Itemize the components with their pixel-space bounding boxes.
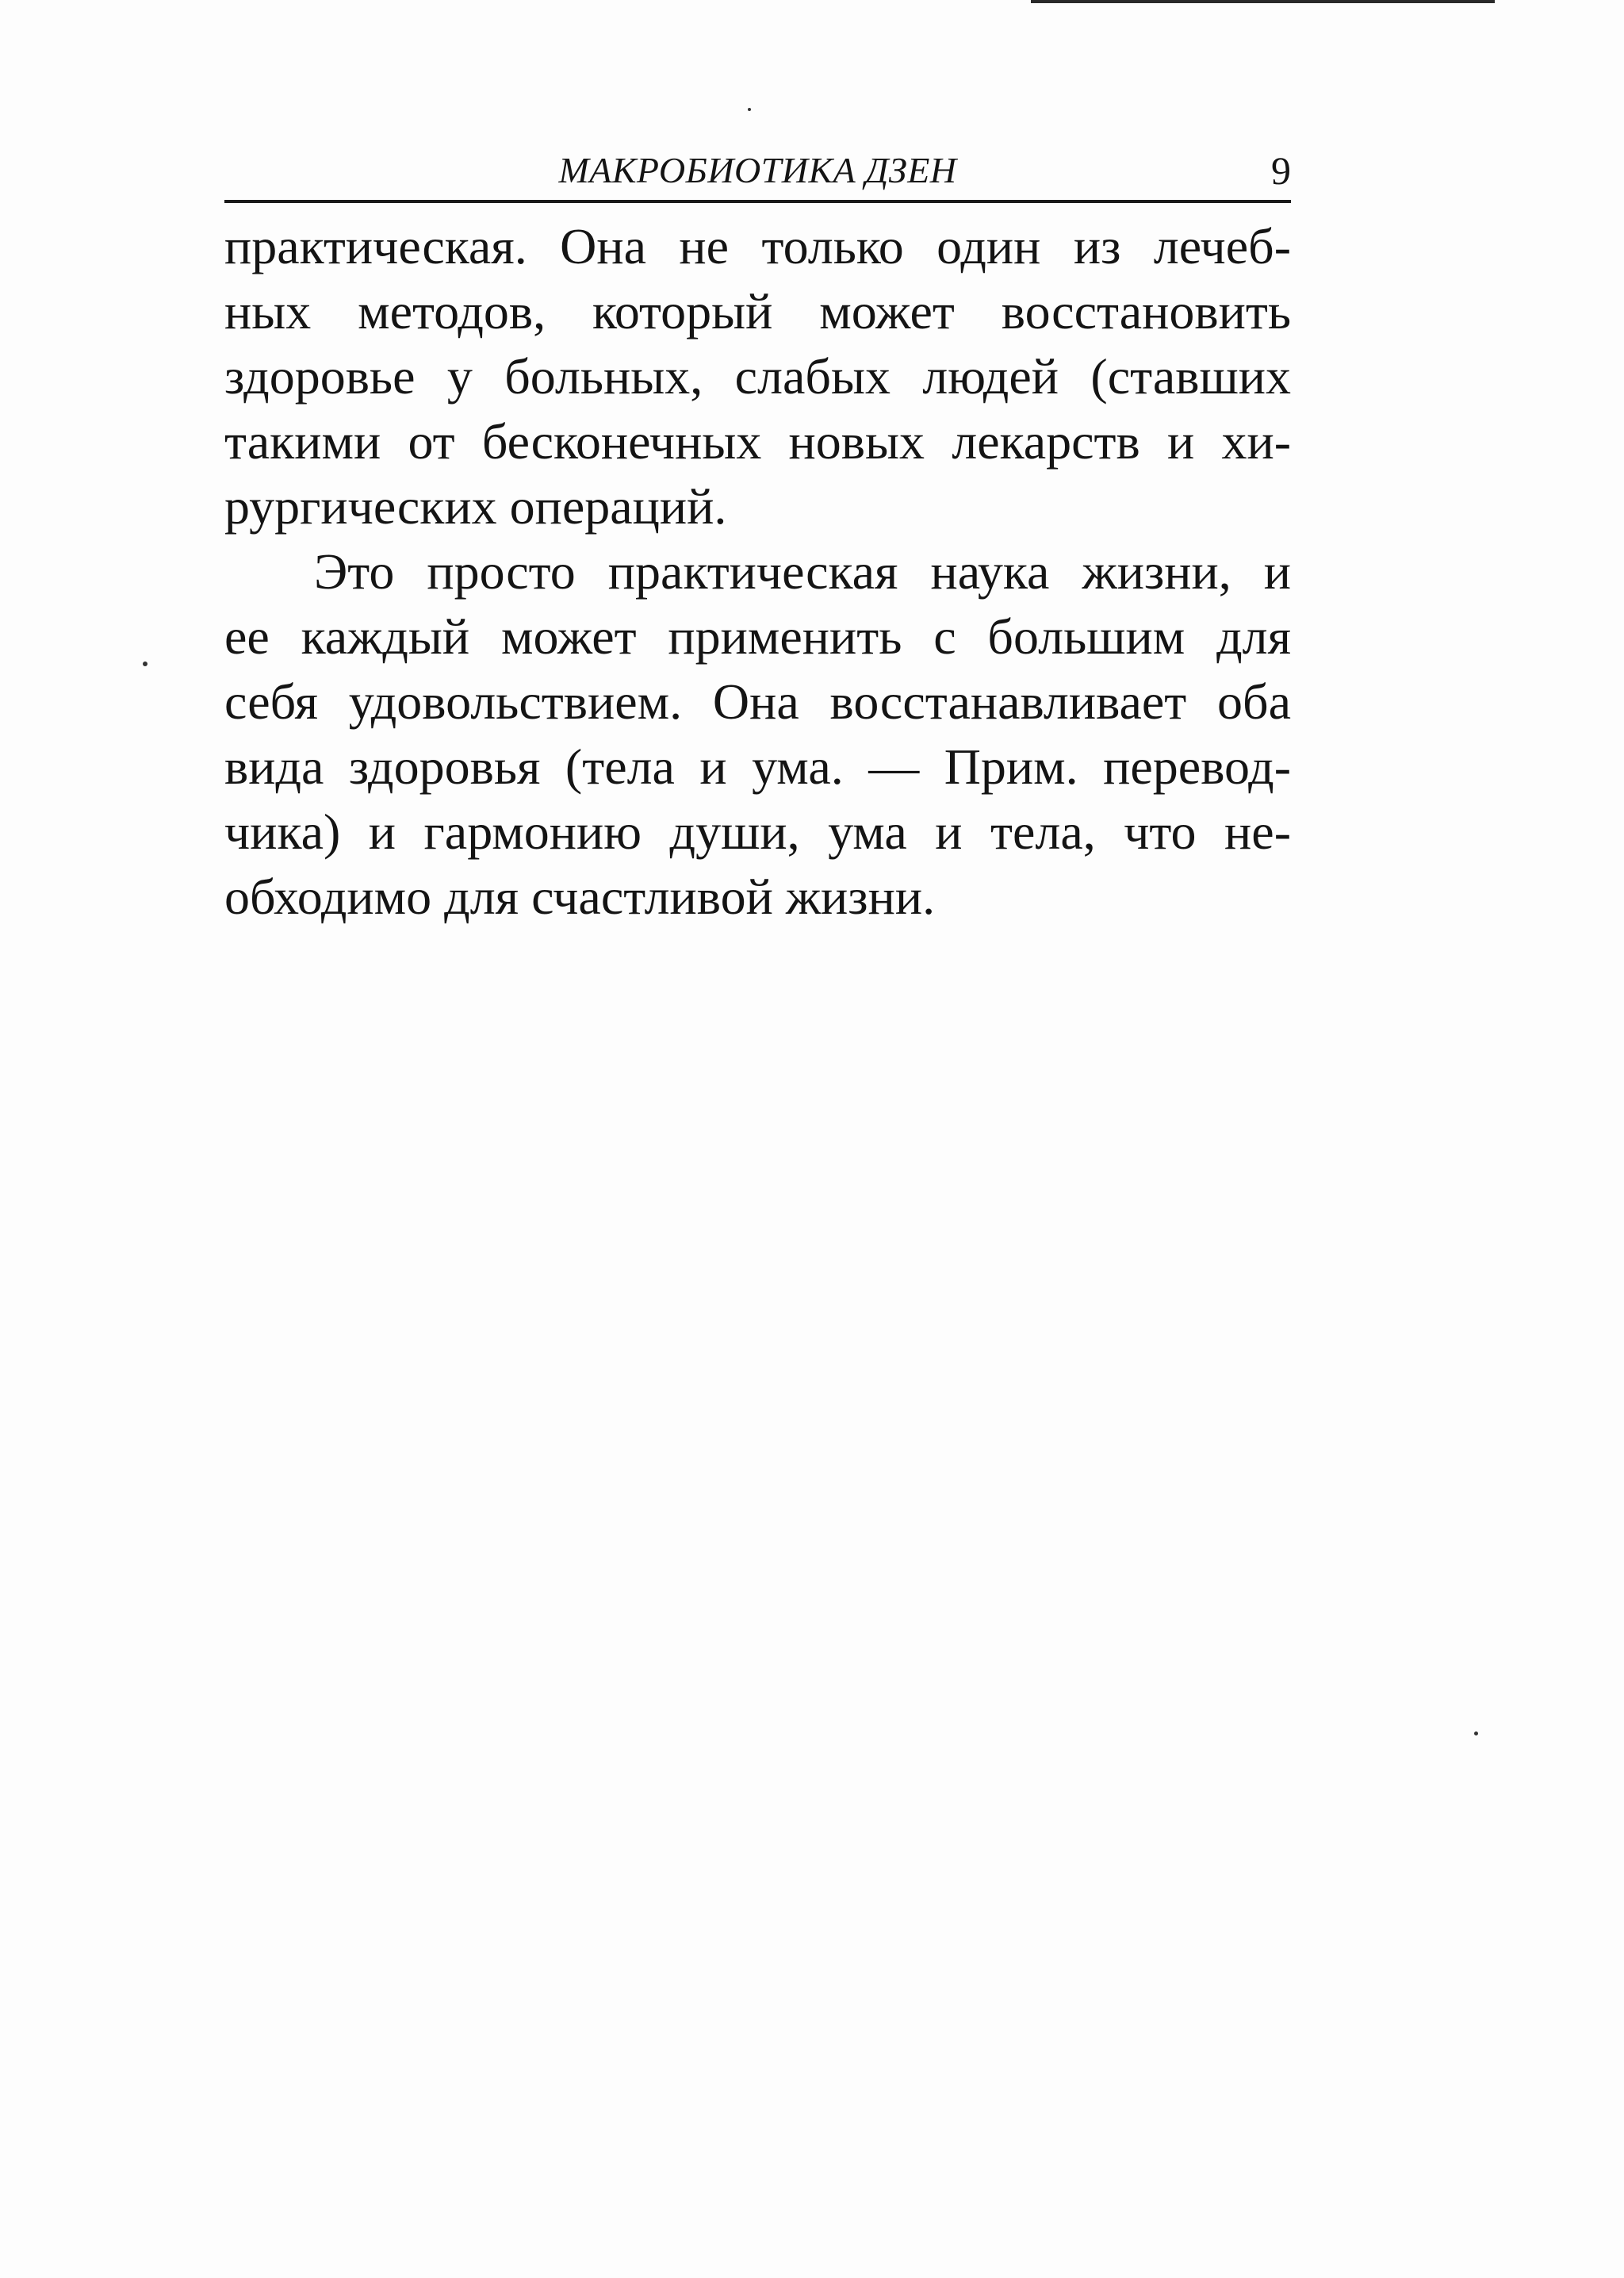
text-line: ее каждый может применить с большим для xyxy=(224,608,1291,665)
running-head xyxy=(224,143,1291,198)
body-text xyxy=(224,214,1291,930)
text-line: ных методов, который может восстановить xyxy=(224,283,1291,339)
paragraph-2 xyxy=(224,539,1291,930)
scan-speck xyxy=(748,108,751,111)
text-line: вида здоровья (тела и ума. — Прим. перевод- xyxy=(224,738,1291,795)
text-line: практическая. Она не только один из лечеб- xyxy=(224,218,1291,274)
scan-speck xyxy=(143,662,147,666)
text-line: обходимо для счастливой жизни. xyxy=(224,869,936,925)
text-line: рургических операций. xyxy=(224,478,727,535)
header-rule xyxy=(224,200,1291,203)
page-number: 9 xyxy=(1271,148,1291,193)
scan-speck xyxy=(1474,1732,1478,1735)
paragraph-1 xyxy=(224,214,1291,539)
text-line: здоровье у больных, слабых людей (ставших xyxy=(224,348,1291,405)
text-line: Это просто практическая наука жизни, и xyxy=(314,543,1291,600)
text-line: чика) и гармонию души, ума и тела, что не- xyxy=(224,803,1291,860)
text-line: такими от бесконечных новых лекарств и хи- xyxy=(224,413,1291,470)
running-title: МАКРОБИОТИКА ДЗЕН xyxy=(558,150,957,190)
text-line: себя удовольствием. Она восстанавливает оба xyxy=(224,673,1291,730)
scan-edge-line xyxy=(1031,0,1495,3)
